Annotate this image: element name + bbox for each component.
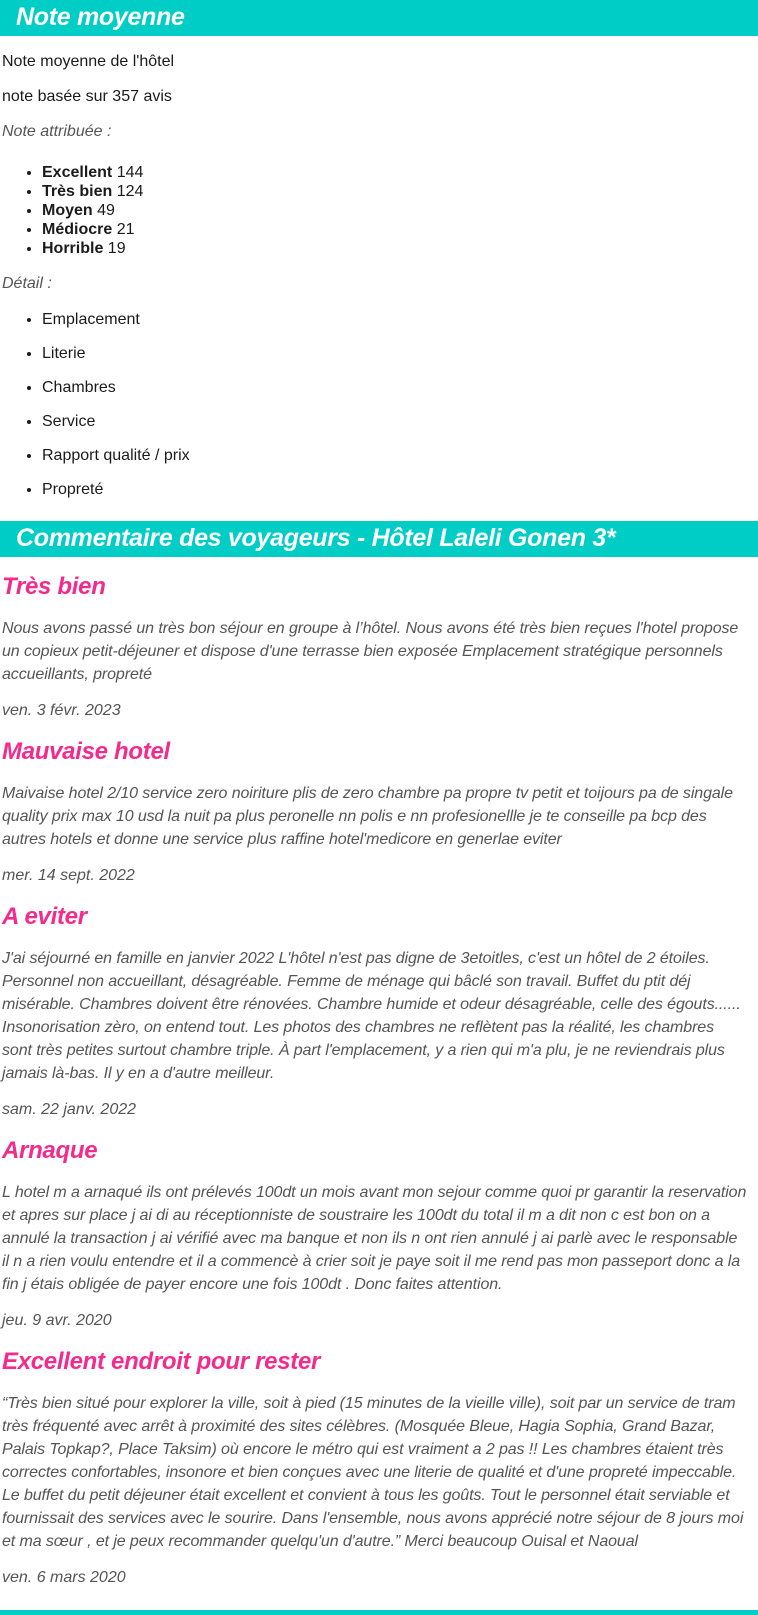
- review-body: J'ai séjourné en famille en janvier 2022 L'hôtel n'est pas digne de 3etoitles, c'est un hôtel de 2 étoiles. Personnel non accueillant, désagréable. Femme de ménage qui bâclé son travail. Buffet du ptit déj misérable. Chambres doivent être rénovées. Chambre humide et odeur désagréable, celle des égouts...... Insonorisation zèro, on entend tout. Les photos des chambres ne reflètent pas la réalité, les chambres sont très petites surtout chambre triple. À part l'emplacement, y a rien qui m'a plu, je ne reviendrais plus jamais là-bas. Il y en a d'autre meilleur.: [2, 950, 741, 1082]
- review-arnaque: [2, 1137, 748, 1330]
- review-title: Très bien: [2, 573, 106, 600]
- detail-item-emplacement: • Emplacement: [42, 310, 748, 329]
- detail-criteria-list: [2, 310, 748, 499]
- review-title: A eviter: [2, 903, 87, 930]
- review-mauvaise-hotel: [2, 738, 748, 885]
- average-rating-section: [0, 53, 758, 499]
- detail-item-chambres: • Chambres: [42, 378, 748, 397]
- review-excellent-endroit: [2, 1348, 748, 1587]
- rating-item-tres-bien: • Très bien 124: [42, 182, 748, 201]
- review-body: Maivaise hotel 2/10 service zero noiriture plis de zero chambre pa propre tv petit et toijours pa de singale quality prix max 10 usd la nuit pa plus peronelle nn polis e nn profesionellle je te conseille pa bcp des autres hotels et donne une service plus raffine hotel'medicore en generlae eviter: [2, 785, 733, 848]
- review-date: jeu. 9 avr. 2020: [2, 1312, 112, 1329]
- review-tres-bien: [2, 573, 748, 720]
- rating-count: 124: [116, 183, 144, 200]
- rating-count: 19: [107, 240, 126, 257]
- comments-header-title: Commentaire des voyageurs - Hôtel Laleli Gonen 3*: [16, 524, 616, 552]
- review-body: Nous avons passé un très bon séjour en groupe à l’hôtel. Nous avons été très bien reçues l'hotel propose un copieux petit-déjeuner et dispose d'une terrasse bien exposée Emplacement stratégique personnels accueillants, propreté: [2, 620, 739, 683]
- detail-item-rapport-qualite-prix: • Rapport qualité / prix: [42, 446, 748, 465]
- average-rating-header: [0, 0, 758, 36]
- review-title: Mauvaise hotel: [2, 738, 170, 765]
- review-body: “Très bien situé pour explorer la ville, soit à pied (15 minutes de la vieille ville), soit par un service de tram très fréquenté avec arrêt à proximité des sites célèbres. (Mosquée Bleue, Hagia Sophia, Grand Bazar, Palais Topkap?, Place Taksim) où encore le métro qui est vraiment a 2 pas !! Les chambres étaient très correctes confortables, insonore et bien conçues avec une literie de qualité et d'une propreté impeccable. Le buffet du petit déjeuner était excellent et convient à tous les goûts. Tout le personnel était serviable et fournissait des services avec le sourire. Dans l'ensemble, nous avons apprécié notre séjour de 8 jours moi et ma sœur , et je peux recommander quelqu'un d'autre.” Merci beaucoup Ouisal et Naoual: [2, 1395, 744, 1550]
- reviews-section: [0, 573, 758, 1615]
- next-section-header-strip: [0, 1610, 758, 1615]
- attributed-note-label: Note attribuée :: [2, 123, 112, 140]
- rating-count: 21: [116, 221, 135, 238]
- review-body: L hotel m a arnaqué ils ont prélevés 100dt un mois avant mon sejour comme quoi pr garantir la reservation et apres sur place j ai di au réceptionniste de soustraire les 100dt du total il m a dit non c est bon on a annulé la transaction j ai vérifié avec ma banque et non ils n ont rien annulé j ai parlè avec le responsable il n a rien voulu entendre et il a commencè à crier soit je paye soit il me rend pas mon passeport donc a la fin j étais obligée de payer encore une fois 100dt . Donc faites attention.: [2, 1184, 747, 1293]
- hotel-average-note-text: Note moyenne de l'hôtel: [2, 53, 175, 70]
- rating-item-mediocre: • Médiocre 21: [42, 220, 748, 239]
- detail-item-proprete: • Propreté: [42, 480, 748, 499]
- rating-item-excellent: • Excellent 144: [42, 163, 748, 182]
- review-date: ven. 6 mars 2020: [2, 1569, 126, 1586]
- review-date: sam. 22 janv. 2022: [2, 1101, 137, 1118]
- comments-header: [0, 521, 758, 557]
- rating-distribution-list: [2, 163, 748, 258]
- review-a-eviter: [2, 903, 748, 1119]
- rating-item-moyen: • Moyen 49: [42, 201, 748, 220]
- review-title: Excellent endroit pour rester: [2, 1348, 321, 1375]
- detail-item-service: • Service: [42, 412, 748, 431]
- detail-label: Détail :: [2, 275, 52, 292]
- average-rating-header-title: Note moyenne: [16, 3, 185, 31]
- detail-item-literie: • Literie: [42, 344, 748, 363]
- rating-count: 49: [97, 202, 115, 219]
- rating-item-horrible: • Horrible 19: [42, 239, 748, 258]
- review-count-text: note basée sur 357 avis: [2, 88, 172, 105]
- review-title: Arnaque: [2, 1137, 98, 1164]
- rating-count: 144: [116, 164, 144, 181]
- review-date: mer. 14 sept. 2022: [2, 867, 135, 884]
- review-date: ven. 3 févr. 2023: [2, 702, 121, 719]
